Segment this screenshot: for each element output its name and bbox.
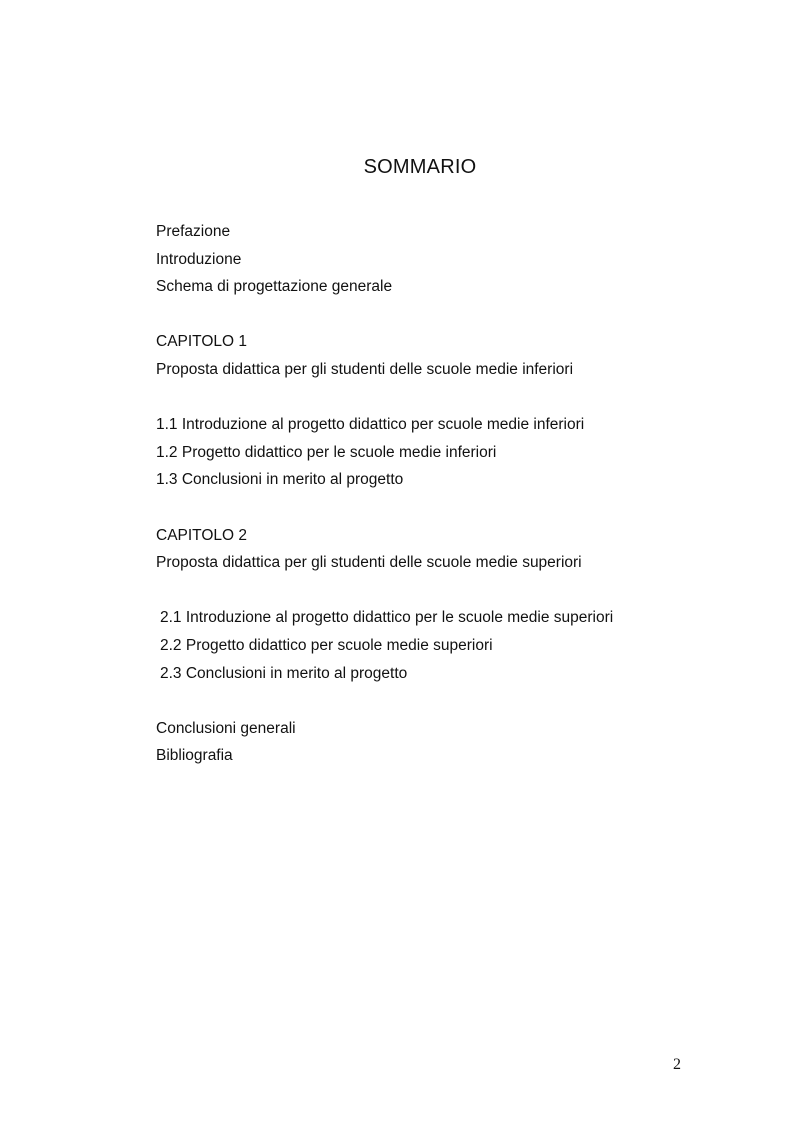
spacer bbox=[156, 494, 756, 522]
toc-entry-prefazione: Prefazione bbox=[156, 223, 231, 240]
spacer bbox=[156, 687, 756, 715]
toc-entry-conclusioni-generali: Conclusioni generali bbox=[156, 719, 296, 737]
spacer bbox=[156, 384, 756, 412]
toc-entry-introduzione: Introduzione bbox=[156, 250, 242, 268]
spacer bbox=[156, 577, 756, 605]
table-of-contents bbox=[156, 218, 756, 770]
toc-entry-section-1-3: 1.3 Conclusioni in merito al progetto bbox=[156, 471, 404, 489]
chapter2-heading: CAPITOLO 2 bbox=[156, 526, 248, 544]
toc-entry-bibliografia: Bibliografia bbox=[156, 747, 233, 765]
toc-entry-section-2-1: 2.1 Introduzione al progetto didattico per le scuole medie superiori bbox=[160, 609, 614, 627]
chapter2-subtitle: Proposta didattica per gli studenti delle scuole medie superiori bbox=[156, 554, 582, 572]
spacer bbox=[156, 301, 756, 329]
toc-entry-section-2-3: 2.3 Conclusioni in merito al progetto bbox=[160, 664, 408, 682]
chapter1-heading: CAPITOLO 1 bbox=[156, 333, 248, 351]
toc-entry-section-1-1: 1.1 Introduzione al progetto didattico per scuole medie inferiori bbox=[156, 416, 585, 434]
page-title: SOMMARIO bbox=[363, 156, 477, 178]
chapter1-subtitle: Proposta didattica per gli studenti delle scuole medie inferiori bbox=[156, 360, 574, 378]
page-number: 2 bbox=[673, 1056, 681, 1073]
toc-entry-schema: Schema di progettazione generale bbox=[156, 278, 393, 296]
toc-entry-section-2-2: 2.2 Progetto didattico per scuole medie superiori bbox=[160, 636, 493, 654]
toc-entry-section-1-2: 1.2 Progetto didattico per le scuole medie inferiori bbox=[156, 443, 497, 461]
